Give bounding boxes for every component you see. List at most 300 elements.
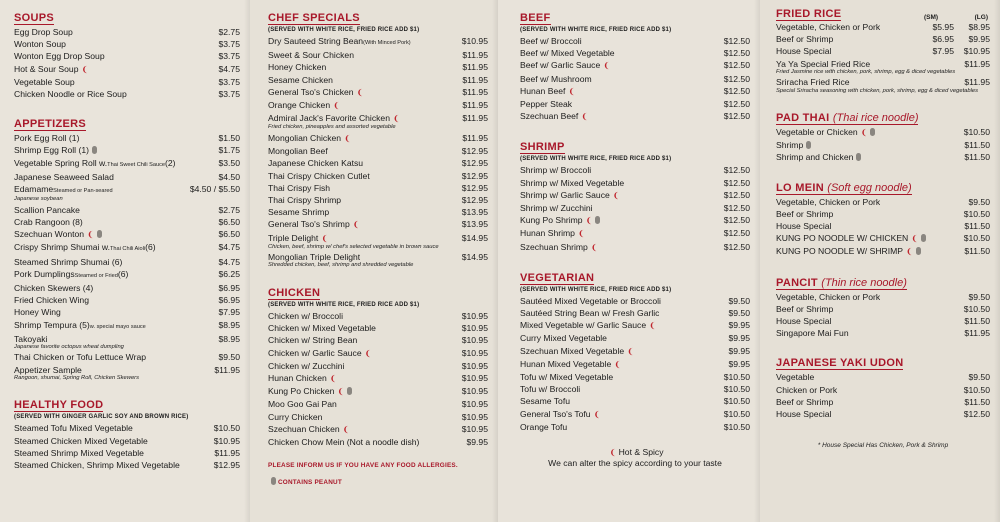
menu-item-label: Thai Crispy Fish [268,182,331,193]
peanut-icon [921,234,926,242]
menu-item-name [776,139,811,151]
menu-item [776,139,990,151]
menu-item-price: $10.50 [963,127,990,138]
menu-item-name [268,86,363,99]
chili-icon: ❨ [581,112,588,122]
menu-item-price: $12.50 [723,241,750,252]
menu-item-label: Chicken Skewers (4) [14,282,94,293]
menu-item-label: Thai Chicken or Tofu Lettuce Wrap [14,352,146,363]
menu-item-label: Scallion Pancake [14,204,80,215]
menu-item-name [14,76,75,88]
menu-item-name [776,315,831,327]
chili-icon: ❨ [593,409,601,419]
chef-specials-section [268,8,488,269]
chili-icon: ❨ [87,230,94,240]
price-large: $10.95 [963,46,990,57]
menu-item-label: Wonton Soup [14,39,66,50]
vegetarian-section [520,268,750,433]
menu-item-label: Vegetable Soup [14,76,75,87]
menu-item [268,423,488,436]
item-list [520,164,750,253]
menu-item-price: $9.50 [968,291,990,302]
section-subtitle: (Thin rice noodle) [821,276,907,289]
menu-item [14,435,240,447]
menu-item [776,315,990,327]
menu-item-name [776,245,921,258]
price-large: $9.95 [968,34,990,45]
chili-icon: ❨ [612,190,620,200]
menu-item-label: Chicken w/ Zucchini [268,360,345,371]
menu-item [268,99,488,112]
menu-item-name [14,306,61,318]
item-list [520,35,750,123]
menu-item-label: Vegetable [776,372,815,383]
menu-item [776,126,990,139]
menu-item [14,171,240,183]
pancit-section [776,273,990,340]
soups-section [14,8,240,100]
menu-item-price: $2.75 [218,204,240,215]
menu-item-name [14,132,79,144]
menu-item [268,347,488,360]
chili-icon: ❨ [352,220,360,230]
menu-item-name [776,303,833,315]
menu-item-price: $9.50 [218,352,240,363]
menu-item-name [14,241,156,255]
menu-item-name [14,351,146,363]
menu-item-price: $11.50 [964,396,990,407]
menu-item-label: Honey Chicken [268,62,327,73]
section-heading [776,277,907,290]
chili-icon: ❨ [342,424,350,434]
menu-item-count: (6) [145,242,156,253]
menu-item [268,182,488,194]
menu-item [520,307,750,319]
menu-item [776,291,990,303]
menu-item-name [776,196,880,208]
section-title: PAD THAI [776,112,830,125]
item-list [776,291,990,340]
section-heading [776,112,918,125]
menu-item-price: $11.50 [964,152,990,163]
menu-item-name [776,291,880,303]
menu-item-label: Shrimp and Chicken [776,152,854,163]
menu-item-price: $6.50 [218,216,240,227]
menu-item [520,395,750,407]
menu-item-price: $10.95 [461,347,488,358]
menu-item [520,371,750,383]
menu-item-label: Mongolian Beef [268,146,328,157]
price-small: $6.95 [932,34,954,45]
menu-item-price: $11.95 [462,74,488,85]
menu-item-price: $12.95 [461,194,488,205]
menu-item-label: Sesame Shrimp [268,207,330,218]
lo-mein-section [776,178,990,259]
menu-item-name [268,360,344,372]
menu-item-name [268,436,419,448]
menu-item-label: Edamame [14,184,54,195]
menu-item-label: Beef w/ Garlic Sauce [520,60,601,71]
menu-item [14,204,240,216]
menu-item [776,208,990,220]
menu-item-label: Beef or Shrimp [776,34,834,45]
menu-item-prices [924,21,990,33]
chili-icon: ❨ [321,233,329,243]
menu-item-price: $12.50 [723,228,750,239]
menu-item-label: Steamed Chicken Mixed Vegetable [14,435,148,446]
menu-item-price: $10.95 [461,323,488,334]
menu-item-description: Shredded chicken, beef, shrimp and shredded vegetable [268,262,414,269]
menu-item-label: House Special [776,221,832,232]
peanut-legend [268,477,488,486]
menu-item-price: $11.95 [214,447,240,458]
menu-item-price: $3.75 [218,76,240,87]
menu-item [776,396,990,408]
menu-item-label: Shrimp w/ Broccoli [520,165,592,176]
menu-item-count: (2) [165,157,176,168]
menu-item-name [14,183,113,197]
beef-section [520,8,750,123]
menu-item [520,421,750,433]
menu-item-price: $3.75 [218,89,240,100]
menu-item-price: $6.25 [218,268,240,279]
menu-item [268,334,488,346]
menu-item [776,21,990,33]
menu-item-label: Egg Drop Soup [14,27,73,37]
menu-item-label: Triple Delight [268,232,319,243]
menu-item-label: Vegetable or Chicken [776,127,858,138]
menu-item-price: $12.95 [213,459,240,470]
menu-item [520,295,750,307]
menu-item-name [14,447,144,459]
chili-icon: ❨ [577,229,585,239]
menu-item [776,232,990,245]
chili-icon: ❨ [590,242,598,252]
menu-item-label: Honey Wing [14,307,61,318]
menu-item-price: $10.50 [723,396,750,407]
menu-item-name [14,144,97,156]
menu-item [268,398,488,410]
menu-item [268,35,488,49]
menu-item-description: Rangoon, shumai, Spring Roll, Chicken Skewers [14,374,140,381]
menu-item [268,206,488,218]
menu-item-name [520,295,661,307]
menu-item-name [268,372,336,385]
menu-item [268,322,488,334]
section-heading: BEEF [520,12,551,24]
chili-icon: ❨ [356,87,364,97]
menu-item-label: Shrimp Tempura (5) [14,319,90,330]
yaki-udon-section [776,353,990,420]
chili-icon: ❨ [568,86,576,96]
menu-item-name [520,98,572,110]
menu-item-name [520,345,634,358]
menu-item-price: $10.50 [723,408,750,419]
menu-item-label: Tofu w/ Broccoli [520,384,581,395]
menu-item-price: $3.50 [218,157,240,168]
menu-item-price: $12.50 [723,165,750,176]
menu-item-price: $10.50 [723,372,750,383]
menu-item-price: $10.95 [461,360,488,371]
menu-item-price: $11.95 [462,132,488,143]
chili-icon: ❨ [906,247,913,257]
menu-item [14,268,240,282]
menu-item-price: $10.50 [213,423,240,434]
menu-item-name [520,241,598,254]
menu-item-price: $10.95 [213,435,240,446]
menu-item-label: Shrimp w/ Garlic Sauce [520,189,610,200]
section-subtitle: (Soft egg noodle) [827,181,912,194]
menu-item-price: $11.95 [462,86,488,97]
menu-item-label: Beef or Shrimp [776,396,834,407]
menu-item-label: Steamed Shrimp Shumai (6) [14,256,123,267]
menu-item-name [268,347,371,360]
menu-item-label: House Special [776,46,832,57]
menu-item [520,47,750,59]
menu-item-label: Kung Po Shrimp [520,215,583,226]
menu-item-name [520,59,610,72]
menu-item-name [520,214,600,227]
menu-item [776,45,990,57]
menu-item [268,436,488,448]
menu-item [14,88,240,100]
menu-item-price: $9.95 [728,358,750,369]
menu-item [776,371,990,383]
menu-item [14,319,240,333]
menu-item [776,33,990,45]
menu-item-name [520,177,624,189]
menu-item-price: $12.50 [723,99,750,110]
menu-item-name [776,21,880,33]
section-note: (SERVED WITH WHITE RICE, FRIED RICE ADD $1) [268,301,420,308]
menu-item [14,294,240,306]
menu-item-prices [924,45,990,57]
menu-item-price: $4.75 [218,242,240,253]
menu-item-name [268,194,341,206]
item-list [14,132,240,381]
menu-item [776,196,990,208]
menu-item-price: $9.50 [968,196,990,207]
section-heading: FRIED RICE [776,8,842,20]
menu-item-price: $10.95 [461,386,488,397]
menu-panel-1 [0,0,250,522]
peanut-icon [97,230,102,238]
menu-item-label: Chicken w/ Broccoli [268,310,343,321]
menu-item-price: $2.75 [218,27,240,37]
menu-item-name [520,358,621,371]
menu-item-label: Beef or Shrimp [776,208,834,219]
menu-item-label: Sweet & Sour Chicken [268,50,354,61]
menu-item-label: Tofu w/ Mixed Vegetable [520,372,614,383]
menu-item-label: Chicken w/ Garlic Sauce [268,347,362,358]
menu-item-name [520,110,588,123]
menu-item-name [520,227,585,240]
chili-icon: ❨ [333,101,340,111]
menu-item-price: $12.50 [963,409,990,420]
menu-item-name [268,334,357,346]
menu-item-price: $12.50 [723,48,750,59]
menu-item-price: $9.95 [728,345,750,356]
menu-item-label: House Special [776,409,832,420]
menu-item-extra: Steamed or Pan-seared [53,188,113,195]
menu-item-name [776,371,814,383]
peanut-icon [916,247,921,255]
menu-item-label: Orange Chicken [268,100,331,111]
size-small-label: (SM) [924,14,939,21]
menu-item [14,228,240,241]
section-title: LO MEIN [776,181,824,194]
chicken-section [268,283,488,448]
fried-rice-section [776,8,990,94]
section-note: (SERVED WITH WHITE RICE, FRIED RICE ADD $1) [520,156,672,163]
section-heading: CHICKEN [268,286,321,299]
pad-thai-section [776,108,990,164]
chili-icon: ❨ [81,64,89,74]
menu-item [268,170,488,182]
menu-item-extra: w. special mayo sauce [89,323,146,330]
menu-item [776,303,990,315]
menu-item-label: Pork Egg Roll (1) [14,133,80,144]
chili-icon: ❨ [860,128,868,138]
menu-item-name [776,126,875,139]
chili-icon: ❨ [364,348,372,358]
menu-item-name [520,408,600,421]
peanut-icon [347,387,352,395]
chili-icon: ❨ [344,133,351,143]
chili-icon: ❨ [329,373,337,383]
menu-item [268,132,488,145]
spicy-legend-label: Hot & Spicy [618,447,664,458]
menu-item-label: Steamed Shrimp Mixed Vegetable [14,447,144,458]
chili-icon: ❨ [649,321,656,331]
chili-icon: ❨ [609,448,617,458]
menu-item [268,411,488,423]
menu-item-name [268,74,333,86]
menu-item-name [268,170,370,182]
menu-item-label: Japanese Seaweed Salad [14,171,114,182]
menu-panel-2 [250,0,498,522]
item-list [268,310,488,448]
section-title: PANCIT [776,276,818,289]
menu-item-name [776,58,870,70]
menu-item-price: $13.95 [461,207,488,218]
menu-item-name [776,45,831,57]
menu-item-price: $9.50 [968,372,990,383]
chili-icon: ❨ [337,387,345,397]
menu-item-label: Thai Crispy Shrimp [268,194,342,205]
menu-item-label: Sriracha Fried Rice [776,77,850,88]
section-heading [776,182,912,195]
menu-item-label: Wonton Egg Drop Soup [14,51,105,62]
menu-item-prices [924,33,990,45]
shrimp-section [520,137,750,253]
menu-item-price: $11.50 [964,316,990,327]
menu-item-price: $10.95 [461,399,488,410]
menu-item-label: Shrimp Egg Roll (1) [14,145,89,156]
menu-item-name [520,47,615,59]
menu-item-price: $12.50 [723,203,750,214]
menu-item-label: Ya Ya Special Fried Rice [776,58,871,69]
menu-item [14,282,240,294]
item-list [776,371,990,420]
menu-item-price: $10.95 [461,372,488,383]
section-heading: APPETIZERS [14,118,87,131]
section-note: (SERVED WITH GINGER GARLIC SOY AND BROWN RICE) [14,414,189,421]
menu-item-price: $10.95 [461,310,488,321]
menu-item-price: $12.95 [461,146,488,157]
menu-item [520,177,750,189]
menu-item-name [776,384,837,396]
menu-item-price: $10.50 [723,421,750,432]
menu-item-name [268,398,337,410]
menu-item-name [14,171,114,183]
menu-item-name [520,164,591,176]
menu-item-label: Chicken w/ String Bean [268,335,358,346]
menu-item-label: Chicken Chow Mein (Not a noodle dish) [268,436,420,447]
menu-item-name [268,322,376,334]
section-heading: CHEF SPECIALS [268,12,360,24]
menu-item-price: $10.95 [461,411,488,422]
healthy-section [14,395,240,471]
menu-item-name [268,232,328,245]
menu-item-price: $4.75 [218,256,240,267]
menu-item [14,422,240,434]
peanut-legend-label: CONTAINS PEANUT [277,479,342,487]
menu-item-price: $1.75 [218,145,240,156]
menu-item [776,408,990,420]
menu-item-price: $11.95 [964,328,990,339]
menu-panel-3 [498,0,760,522]
menu-item-label: General Tso's Shrimp [268,219,350,230]
menu-item-label: Szechuan Beef [520,111,579,122]
menu-item-price: $12.50 [723,215,750,226]
menu-item-price: $12.50 [723,85,750,96]
menu-item-name [268,157,363,169]
menu-item [14,38,240,50]
menu-item-label: Beef or Shrimp [776,303,834,314]
allergy-note: PLEASE INFORM US IF YOU HAVE ANY FOOD ALLERGIES. [268,462,458,470]
menu-item [520,227,750,240]
menu-item [776,220,990,232]
menu-item [14,50,240,62]
menu-item-label: Moo Goo Gai Pan [268,399,337,410]
menu-item-name [520,73,592,85]
menu-item-name [268,99,340,112]
menu-item-price: $12.50 [723,111,750,122]
menu-item-extra: Steamed or Fried [74,272,118,279]
menu-item-name [520,383,580,395]
menu-item-price: $12.50 [723,177,750,188]
menu-item-price: $9.95 [728,333,750,344]
peanut-icon [92,146,97,154]
menu-item [14,306,240,318]
chili-icon: ❨ [911,234,918,244]
menu-item-label: Dry Sauteed String Bean [268,36,364,46]
menu-item [268,310,488,322]
menu-item-name [776,76,850,88]
spicy-legend [520,447,750,469]
menu-item-name [14,63,88,76]
menu-item-price: $8.95 [218,333,240,344]
menu-item-price: $12.95 [461,170,488,181]
menu-item-price: $14.95 [461,252,488,263]
size-labels [924,14,990,21]
menu-item-label: Vegetable, Chicken or Pork [776,22,881,32]
menu-item-name [776,232,926,245]
menu-item-name [268,132,351,145]
menu-item [14,459,240,471]
menu-item-name [14,50,105,62]
